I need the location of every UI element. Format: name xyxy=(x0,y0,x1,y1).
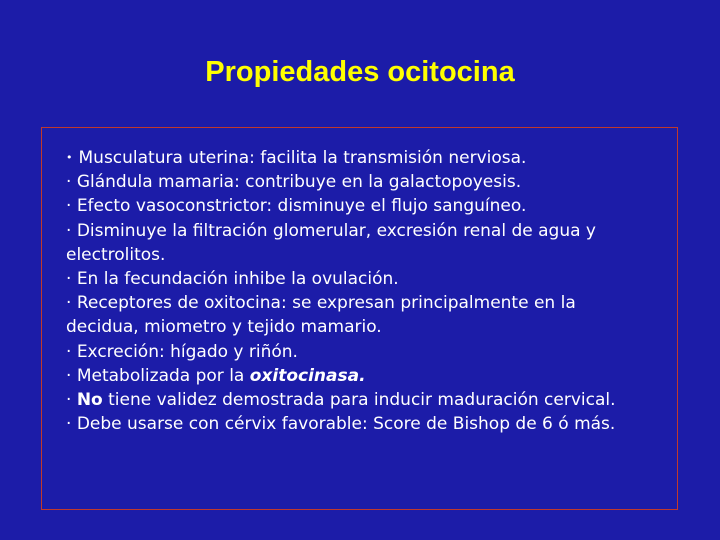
list-item-text: Debe usarse con cérvix favorable: Score de Bishop de 6 ó más. xyxy=(76,414,616,435)
bullet-marker: • xyxy=(66,151,73,164)
list-item-validez xyxy=(66,388,646,412)
list-item-excrecion xyxy=(66,340,646,364)
bullet-marker: · xyxy=(66,172,77,193)
list-item-glandula xyxy=(66,170,646,194)
list-item-text: Musculatura uterina: facilita la transmisión nerviosa. xyxy=(78,148,527,168)
list-item-text: Disminuye la filtración glomerular, excresión renal de agua y electrolitos. xyxy=(66,220,596,265)
bullet-marker: · xyxy=(66,414,77,435)
bullet-marker: · xyxy=(66,365,77,386)
list-item-text: Glándula mamaria: contribuye en la galactopoyesis. xyxy=(76,172,522,193)
list-item-receptores xyxy=(66,291,646,339)
list-item-bishop xyxy=(66,412,646,436)
list-item-fecundacion xyxy=(66,267,646,291)
bullet-marker: · xyxy=(66,390,77,411)
list-item-text: En la fecundación inhibe la ovulación. xyxy=(76,269,399,290)
list-item-text: tiene validez demostrada para inducir maduración cervical. xyxy=(102,390,616,411)
bullet-marker: · xyxy=(66,269,77,290)
list-item-filtracion xyxy=(66,219,646,267)
bullet-marker: · xyxy=(66,341,77,362)
list-item-text: Excreción: hígado y riñón. xyxy=(76,341,298,362)
list-item-text: Metabolizada por la xyxy=(76,365,250,386)
emphasis-text: No xyxy=(76,390,103,411)
list-item-efecto xyxy=(66,194,646,218)
list-item-musculatura xyxy=(66,146,646,170)
slide-title: Propiedades ocitocina xyxy=(205,56,515,88)
emphasis-text: oxitocinasa. xyxy=(249,365,366,386)
bullet-marker: · xyxy=(66,220,77,241)
bullet-list xyxy=(66,146,646,436)
list-item-text: Efecto vasoconstrictor: disminuye el flujo sanguíneo. xyxy=(76,196,527,217)
list-item-text: Receptores de oxitocina: se expresan principalmente en la decidua, miometro y tejido mamario. xyxy=(66,293,576,338)
list-item-metabolizada xyxy=(66,364,646,388)
bullet-marker: · xyxy=(66,196,77,217)
bullet-marker: · xyxy=(66,293,77,314)
